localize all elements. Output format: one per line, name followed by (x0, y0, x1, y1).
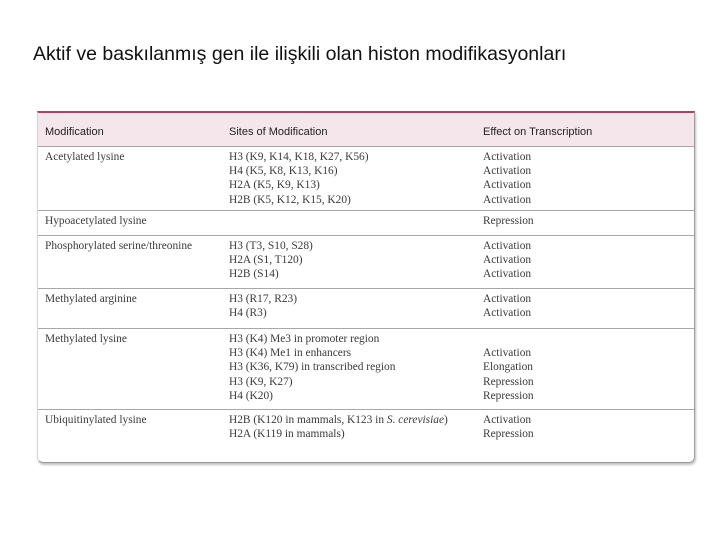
site-line: H4 (K20) (229, 389, 273, 402)
site-line: H4 (R3) (229, 307, 267, 320)
sites-cell (229, 239, 313, 282)
effect-cell (483, 332, 534, 403)
site-line: H2A (S1, T120) (229, 254, 303, 267)
header-sites: Sites of Modification (229, 126, 328, 138)
effect-cell (483, 292, 531, 320)
site-text: H2B (K120 in mammals, K123 in (229, 414, 387, 426)
site-line: H3 (K9, K14, K18, K27, K56) (229, 151, 369, 163)
modification-label: Methylated lysine (45, 333, 127, 345)
effect-line: Activation (483, 347, 532, 360)
modification-label: Methylated arginine (45, 293, 137, 305)
header-effect: Effect on Transcription (483, 126, 593, 138)
site-line: H2B (K5, K12, K15, K20) (229, 193, 351, 206)
effect-cell (483, 413, 534, 441)
effect-line: Activation (483, 268, 532, 281)
table-row (38, 147, 694, 211)
histone-modification-table (37, 111, 695, 463)
table-header (38, 113, 694, 147)
sites-cell (229, 332, 395, 403)
site-line (229, 413, 448, 427)
effect-line: Activation (483, 179, 532, 192)
effect-cell (483, 150, 531, 207)
site-line: H4 (K5, K8, K13, K16) (229, 165, 338, 178)
sites-cell (229, 150, 369, 207)
table-row (38, 329, 694, 410)
table-row (38, 211, 694, 236)
effect-line: Activation (483, 293, 532, 305)
modification-label: Phosphorylated serine/threonine (45, 240, 193, 252)
effect-line: Repression (483, 375, 534, 388)
site-line: H3 (K36, K79) in transcribed region (229, 361, 396, 374)
effect-line: Activation (483, 240, 532, 252)
effect-line (483, 332, 534, 346)
header-modification: Modification (45, 126, 104, 138)
modification-cell (45, 332, 127, 346)
site-line: H2A (K119 in mammals) (229, 428, 345, 441)
site-tail: ) (444, 414, 448, 426)
modification-label: Hypoacetylated lysine (45, 215, 147, 227)
sites-cell (229, 292, 297, 320)
site-line: H3 (K4) Me3 in promoter region (229, 333, 380, 345)
slide-title: Aktif ve baskılanmış gen ile ilişkili olan histon modifikasyonları (33, 43, 567, 65)
modification-cell (45, 150, 124, 164)
site-line: H3 (K4) Me1 in enhancers (229, 347, 352, 360)
modification-label: Ubiquitinylated lysine (45, 414, 147, 426)
effect-line: Activation (483, 414, 532, 426)
site-line: H3 (R17, R23) (229, 293, 298, 305)
table-row (38, 289, 694, 329)
modification-cell (45, 292, 137, 306)
effect-line: Activation (483, 254, 532, 267)
site-line: H3 (K9, K27) (229, 375, 293, 388)
effect-line: Activation (483, 165, 532, 178)
table-row (38, 236, 694, 289)
modification-cell (45, 239, 192, 253)
effect-cell (483, 214, 534, 228)
effect-line: Elongation (483, 361, 533, 374)
effect-line: Activation (483, 151, 532, 163)
effect-line: Activation (483, 193, 532, 206)
table-row (38, 410, 694, 463)
site-line: H2B (S14) (229, 268, 279, 281)
effect-line: Repression (483, 215, 534, 227)
site-line: H3 (T3, S10, S28) (229, 240, 313, 252)
modification-cell (45, 413, 147, 427)
effect-cell (483, 239, 531, 282)
effect-line: Repression (483, 428, 534, 441)
site-line: H2A (K5, K9, K13) (229, 179, 320, 192)
species-name: S. cerevisiae (386, 414, 445, 426)
modification-label: Acetylated lysine (45, 151, 125, 163)
sites-cell (229, 413, 448, 441)
effect-line: Repression (483, 389, 534, 402)
modification-cell (45, 214, 147, 228)
effect-line: Activation (483, 307, 532, 320)
